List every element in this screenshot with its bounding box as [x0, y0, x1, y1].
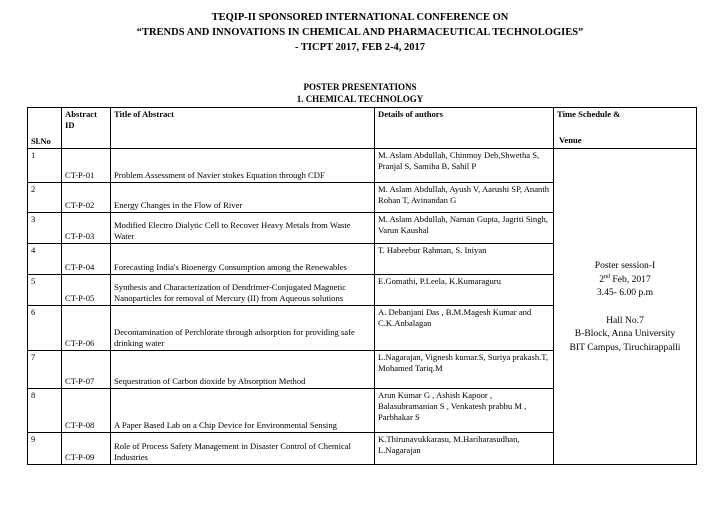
row-title: Problem Assessment of Navier stokes Equation through CDF	[111, 149, 375, 183]
row-authors: M. Aslam Abdullah, Naman Gupta, Jagriti Singh, Varun Kaushal	[375, 213, 554, 244]
session-block: B-Block, Anna University	[574, 328, 676, 339]
row-abstract-id: CT-P-01	[62, 149, 111, 183]
row-abstract-id: CT-P-02	[62, 183, 111, 213]
row-title: Synthesis and Characterization of Dendrimer-Conjugated Magnetic Nanoparticles for removal of Mercury (II) from Aqueous solutions	[111, 275, 375, 306]
col-header-venue: Venue	[559, 135, 582, 145]
row-title: A Paper Based Lab on a Chip Device for Environmental Sensing	[111, 389, 375, 433]
row-title: Modified Electro Dialytic Cell to Recover Heavy Metals from Waste Water	[111, 213, 375, 244]
col-header-abstract-id: Abstract ID	[62, 108, 111, 149]
row-slno: 3	[28, 213, 62, 244]
table-row	[28, 149, 697, 183]
conference-title-line3: - TICPT 2017, FEB 2-4, 2017	[295, 42, 425, 53]
row-slno: 1	[28, 149, 62, 183]
row-authors: A. Debanjani Das , B.M.Magesh Kumar and C.K.Anbalagan	[375, 306, 554, 351]
conference-title-line1: TEQIP-II SPONSORED INTERNATIONAL CONFERENCE ON	[211, 12, 509, 23]
row-abstract-id: CT-P-06	[62, 306, 111, 351]
row-slno: 4	[28, 244, 62, 275]
session-campus: BIT Campus, Tiruchirappalli	[569, 341, 681, 353]
row-authors: T. Habeebur Rahman, S. Iniyan	[375, 244, 554, 275]
row-slno: 5	[28, 275, 62, 306]
row-authors: M. Aslam Abdullah, Chinmoy Deb,Shwetha S, Pranjal S, Samiha B, Sahil P	[375, 149, 554, 183]
row-abstract-id: CT-P-08	[62, 389, 111, 433]
col-header-title: Title of Abstract	[111, 108, 375, 149]
col-header-time: Time Schedule &	[557, 109, 621, 119]
conference-title-line2: “TRENDS AND INNOVATIONS IN CHEMICAL AND PHARMACEUTICAL TECHNOLOGIES”	[136, 27, 584, 38]
table-header-row	[28, 108, 697, 149]
row-title: Decontamination of Perchlorate through adsorption for providing safe drinking water	[111, 306, 375, 351]
row-title: Forecasting India's Bioenergy Consumption among the Renewables	[111, 244, 375, 275]
row-slno: 8	[28, 389, 62, 433]
subsection-title: 1. CHEMICAL TECHNOLOGY	[296, 94, 424, 104]
row-abstract-id: CT-P-09	[62, 433, 111, 465]
row-abstract-id: CT-P-07	[62, 351, 111, 389]
session-date-day: 2	[599, 273, 604, 285]
row-slno: 9	[28, 433, 62, 465]
row-slno: 6	[28, 306, 62, 351]
row-title: Role of Process Safety Management in Disaster Control of Chemical Industries	[111, 433, 375, 465]
section-title: POSTER PRESENTATIONS	[303, 82, 417, 92]
poster-schedule-table	[27, 107, 697, 465]
session-time: 3.45- 6.00 p.m	[596, 287, 654, 298]
row-authors: E.Gomathi, P.Leela, K.Kumaraguru	[375, 275, 554, 306]
session-spacer	[557, 300, 693, 314]
row-abstract-id: CT-P-05	[62, 275, 111, 306]
session-date-month-year: Feb, 2017	[610, 273, 651, 285]
row-title: Sequestration of Carbon dioxide by Absorption Method	[111, 351, 375, 389]
row-slno: 7	[28, 351, 62, 389]
session-name: Poster session-I	[594, 260, 656, 271]
session-hall: Hall No.7	[606, 314, 644, 326]
row-title: Energy Changes in the Flow of River	[111, 183, 375, 213]
row-authors: L.Nagarajan, Vignesh kumar.S, Suriya prakash.T, Mohamed Tariq.M	[375, 351, 554, 389]
col-header-time-venue	[554, 108, 697, 149]
session-venue-cell	[554, 149, 697, 465]
row-authors: M. Aslam Abdullah, Ayush V, Aarushi SP, Ananth Rohan T, Avinandan G	[375, 183, 554, 213]
session-date-suffix: nd	[604, 273, 610, 280]
col-header-authors: Details of authors	[375, 108, 554, 149]
row-abstract-id: CT-P-03	[62, 213, 111, 244]
row-authors: K.Thirunavukkarasu, M.Hariharasudhan, L.Nagarajan	[375, 433, 554, 465]
row-slno: 2	[28, 183, 62, 213]
col-header-slno: Sl.No	[28, 108, 62, 149]
session-date	[557, 273, 693, 287]
row-authors: Arun Kumar G , Ashish Kapoor , Balasubramanian S , Venkatesh prabhu M , Parbhakar S	[375, 389, 554, 433]
row-abstract-id: CT-P-04	[62, 244, 111, 275]
